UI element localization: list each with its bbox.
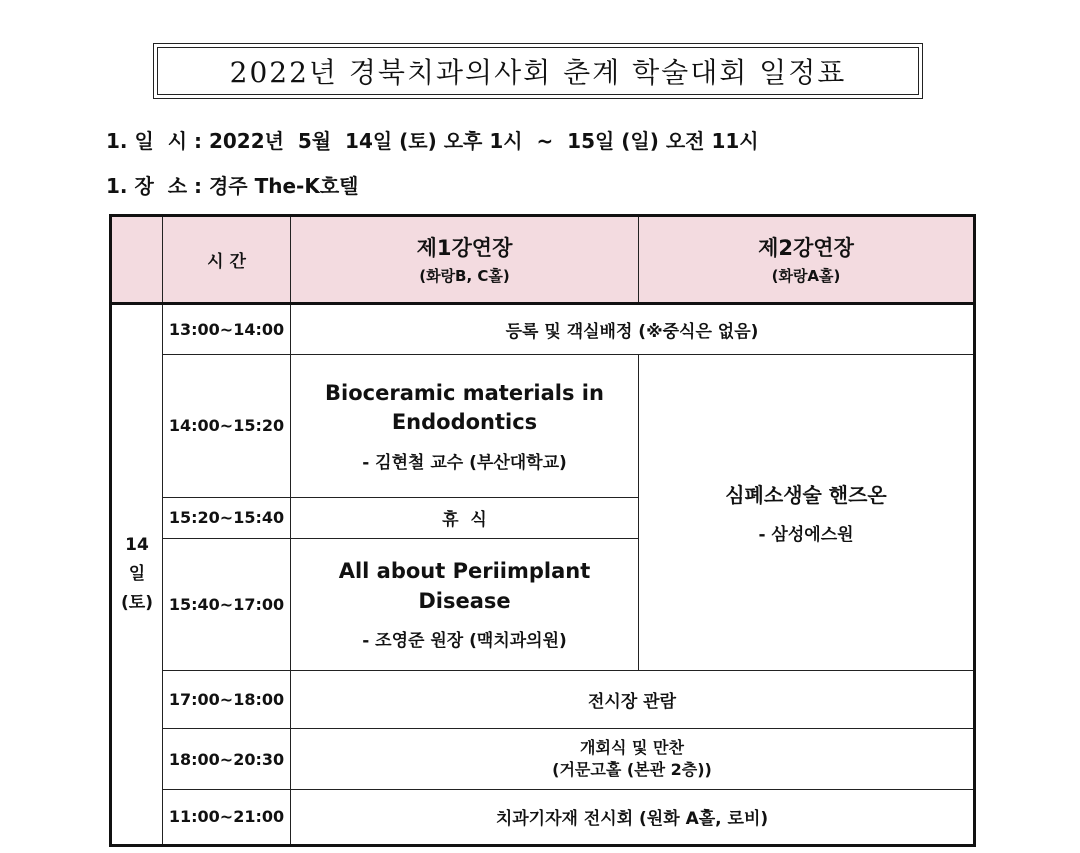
time-cell: 14:00~15:20 bbox=[163, 354, 291, 498]
table-row bbox=[111, 354, 975, 498]
break-cell: 휴 식 bbox=[291, 498, 639, 538]
schedule-table bbox=[109, 214, 976, 847]
header-blank-cell bbox=[111, 216, 163, 304]
opening-ceremony-location: (거문고홀 (본관 2층)) bbox=[552, 760, 712, 780]
opening-ceremony-title: 개회식 및 만찬 bbox=[580, 737, 684, 757]
header-hall1 bbox=[291, 216, 639, 304]
time-cell: 17:00~18:00 bbox=[163, 671, 291, 729]
header-hall2-title: 제2강연장 bbox=[758, 236, 854, 261]
session-title: All about Periimplant Disease bbox=[338, 559, 591, 613]
table-row bbox=[111, 789, 975, 845]
session-speaker: - 조영준 원장 (맥치과의원) bbox=[362, 631, 567, 652]
registration-cell: 등록 및 객실배정 (※중식은 없음) bbox=[291, 304, 975, 354]
header-hall2-sub: (화랑A홀) bbox=[771, 266, 841, 285]
day-number: 14 bbox=[125, 535, 149, 556]
hall2-session-speaker: - 삼성에스원 bbox=[758, 525, 854, 546]
header-hall1-sub: (화랑B, C홀) bbox=[419, 266, 510, 285]
table-row bbox=[111, 671, 975, 729]
page-title: 2022년 경북치과의사회 춘계 학술대회 일정표 bbox=[229, 56, 847, 89]
time-cell: 15:20~15:40 bbox=[163, 498, 291, 538]
header-hall2 bbox=[639, 216, 975, 304]
day-cell bbox=[111, 304, 163, 846]
session-speaker: - 김현철 교수 (부산대학교) bbox=[362, 452, 567, 473]
exhibition-view-cell: 전시장 관람 bbox=[291, 671, 975, 729]
header-time: 시 간 bbox=[163, 216, 291, 304]
time-cell: 18:00~20:30 bbox=[163, 729, 291, 789]
time-cell: 13:00~14:00 bbox=[163, 304, 291, 354]
equipment-exhibition-cell: 치과기자재 전시회 (원화 A홀, 로비) bbox=[291, 789, 975, 845]
session-cell bbox=[291, 538, 639, 671]
event-date: 1. 일 시 : 2022년 5월 14일 (토) 오후 1시 ~ 15일 (일) 오전 11시 bbox=[106, 129, 759, 153]
hall2-session-cell bbox=[639, 354, 975, 670]
title-box bbox=[153, 43, 923, 99]
opening-ceremony-cell bbox=[291, 729, 975, 789]
hall2-session-title: 심폐소생술 핸즈온 bbox=[725, 483, 887, 508]
session-cell bbox=[291, 354, 639, 498]
session-title: Bioceramic materials in Endodontics bbox=[325, 381, 604, 435]
time-cell: 11:00~21:00 bbox=[163, 789, 291, 845]
day-unit: 일 bbox=[128, 564, 146, 585]
header-row bbox=[111, 216, 975, 304]
day-weekday: (토) bbox=[121, 593, 153, 614]
time-cell: 15:40~17:00 bbox=[163, 538, 291, 671]
table-row bbox=[111, 729, 975, 789]
title-inner-frame bbox=[157, 47, 919, 95]
event-place: 1. 장 소 : 경주 The-K호텔 bbox=[106, 174, 359, 198]
table-row bbox=[111, 304, 975, 354]
header-hall1-title: 제1강연장 bbox=[416, 236, 513, 261]
